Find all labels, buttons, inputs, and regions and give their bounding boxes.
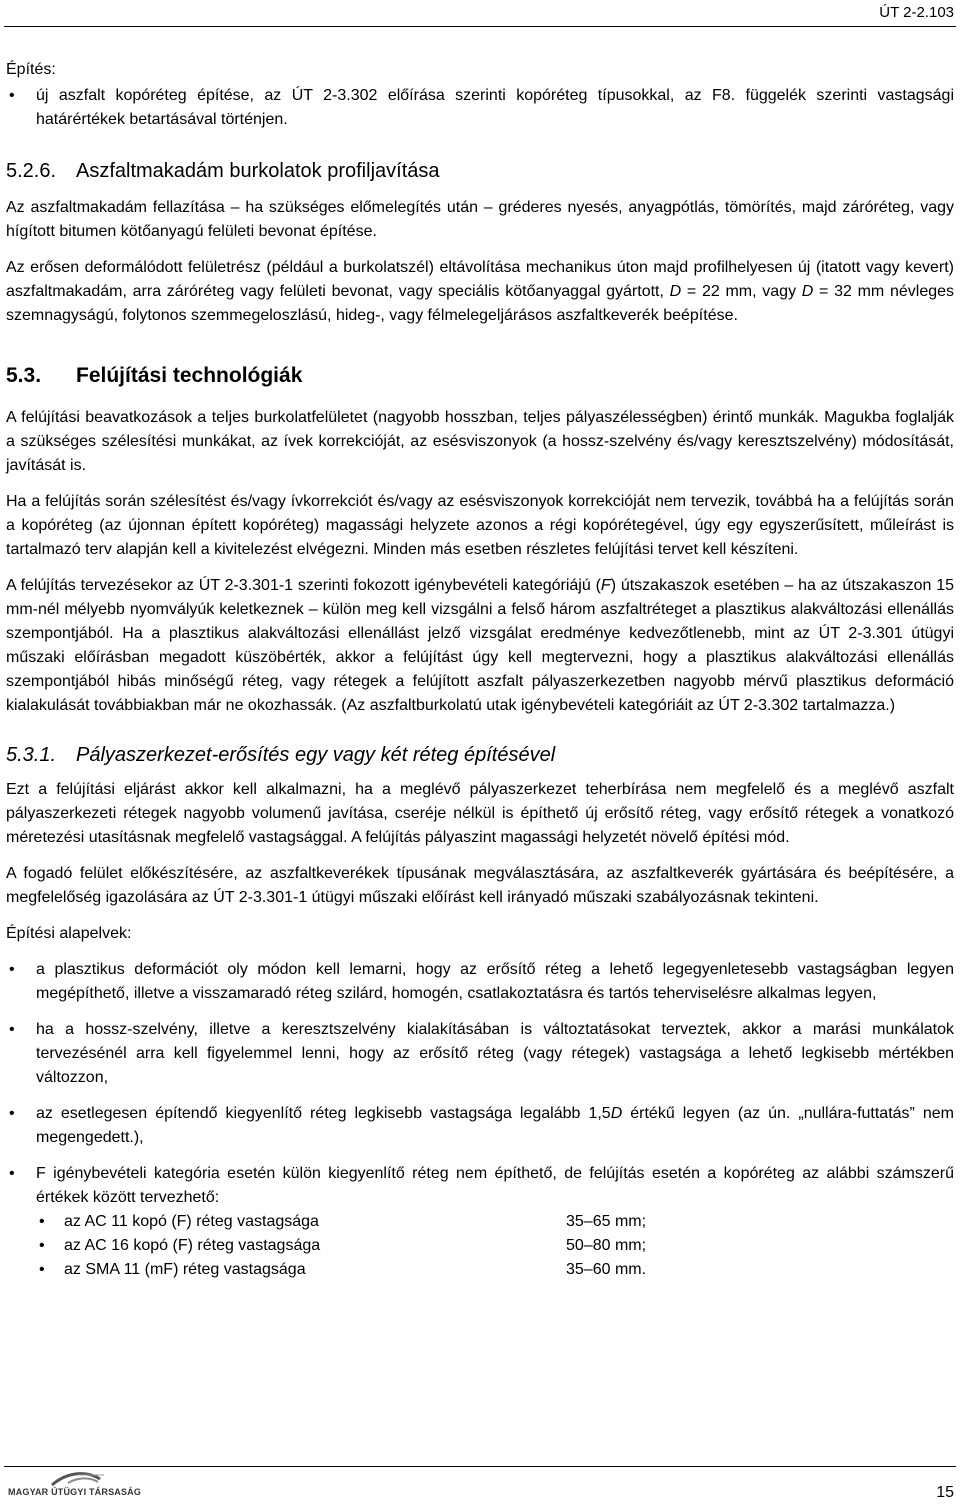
thickness-value: 50–80 mm; — [566, 1237, 647, 1254]
thickness-item — [36, 1210, 954, 1234]
header-divider — [4, 26, 956, 27]
thickness-value: 35–60 mm. — [566, 1261, 647, 1278]
document-code: ÚT 2-2.103 — [879, 4, 954, 21]
section-531-heading — [6, 742, 954, 768]
section-53-para2: Ha a felújítás során szélesítést és/vagy ívkorrekciót és/vagy az esésviszonyok korrekcióját nem tervezik, továbbá ha a felújítás során a kopóréteg (az újonnan épített kopóréteg) magassági helyzete azonos a régi kopórétegével, úgy egy egyszerűsített, műleírást is tartalmazó terv alapján kell a kivitelezést elvégezni. Minden más esetben részletes felújítási tervet kell készíteni. — [6, 493, 954, 558]
section-526-para1: Az aszfaltmakadám fellazítása – ha szükséges előmelegítés után – gréderes nyesés, anyagpótlás, tömörítés, majd záróréteg, vagy hígított bitumen kötőanyagú felületi bevonat építése. — [6, 199, 954, 240]
text-run: F igénybevételi kategória esetén külön kiegyenlítő réteg nem építhető, de felújítás esetén a kopóréteg az alábbi számszerű értékek között tervezhető: — [36, 1165, 954, 1206]
section-53-heading — [6, 362, 954, 390]
section-531-para2: A fogadó felület előkészítésére, az aszfaltkeverékek típusának megválasztására, az aszfaltkeverék gyártására és beépítésére, a megfelelőség igazolására az ÚT 2-3.301-1 útügyi műszaki előírást kell irányadó műszaki szabályozásnak tekinteni. — [6, 865, 954, 906]
section-number: 5.3.1. — [6, 744, 57, 766]
thickness-label: az SMA 11 (mF) réteg vastagsága — [64, 1261, 306, 1278]
footer-divider — [4, 1466, 956, 1467]
text-run: ) útszakaszok esetében – ha az útszakaszon 15 mm-nél mélyebb nyomvályúk keletkeznek – külön meg kell vizsgálni a felső három aszfaltréteget a plasztikus alakváltozási ellenállás szempontjából. Ha a plasztikus alakváltozási ellenállást jelző vizsgálat eredménye kedvezőtlenebb, mint az ÚT 2-3.301 útügyi műszaki előírásban megadott küszöbérték, akkor a felújítást úgy kell megtervezni, hogy a plasztikus alakváltozási ellenállás szempontjából hibás minőségű réteg, vagy rétegek a felújított aszfalt pályaszerkezetben nagyobb mérvű plasztikus deformáció kialakulását továbbiakban már ne okozhassák. (Az aszfaltburkolatú utak igénybevételi kategóriáit az ÚT 2-3.302 tartalmazza.) — [6, 577, 954, 714]
text-run: A felújítás tervezésekor az ÚT 2-3.301-1 szerinti fokozott igénybevételi kategóriájú ( — [6, 577, 601, 594]
thickness-label: az AC 16 kopó (F) réteg vastagsága — [64, 1237, 321, 1254]
intro-bullet-list — [6, 84, 954, 132]
thickness-list — [36, 1210, 954, 1282]
thickness-label: az AC 11 kopó (F) réteg vastagsága — [64, 1213, 319, 1230]
section-526-heading — [6, 158, 954, 184]
principle-item — [6, 1102, 954, 1150]
section-title: Aszfaltmakadám burkolatok profiljavítása — [76, 160, 440, 182]
section-526-para2 — [6, 256, 954, 328]
text-run: Az erősen deformálódott felületrész (például a burkolatszél) eltávolítása mechanikus úton majd profilhelyesen új (itatott vagy kevert) aszfaltmakadám, arra záróréteg vagy felületi bevonat, vagy speciális kötőanyaggal gyártott, — [6, 259, 954, 300]
symbol-f: F — [600, 577, 611, 594]
logo-swoosh-icon — [8, 1469, 188, 1489]
text-run: = 22 mm, vagy — [681, 283, 802, 300]
page-number: 15 — [936, 1484, 954, 1501]
text-run: = 32 mm névleges szemnagyságú, folytonos szemmegeloszlású, hideg-, vagy félmelegeljárásos aszfaltkeverék beépítése. — [6, 283, 955, 324]
section-53-para1: A felújítási beavatkozások a teljes burkolatfelületet (nagyobb hosszban, teljes pályaszélességben) érintő munkák. Magukba foglalják a szükséges szélesítési munkákat, az ívek korrekcióját, az esésviszonyok (a hossz-szelvény és/vagy keresztszelvény) módosítását, javítását is. — [6, 409, 954, 474]
principle-item — [6, 1162, 954, 1282]
section-531-para1: Ezt a felújítási eljárást akkor kell alkalmazni, ha a meglévő pályaszerkezet teherbírása nem megfelelő és a meglévő aszfalt pályaszerkezeti rétegek nagyobb volumenű javítása, cseréje nélkül is építhető új erősítő réteg, vagy erősítő rétegek a vonatkozó méretezési utasításnak megfelelő vastagsággal. A felújítás pályaszint magassági helyzetét növelő építési mód. — [6, 781, 954, 846]
construction-label: Építés: — [6, 61, 56, 78]
section-title: Felújítási technológiák — [76, 364, 303, 387]
principle-item: • ha a hossz-szelvény, illetve a keresztszelvény kialakításában is változtatásokat terveztek, akkor a marási munkálatok tervezésénél arra kell figyelemmel lenni, hogy az erősítő réteg (vagy rétegek) vastagsága a lehető legkisebb mértékben változzon, — [6, 1018, 954, 1090]
text-run: az esetlegesen építendő kiegyenlítő réteg legkisebb vastagsága legalább 1,5 — [36, 1105, 611, 1122]
section-53-para3 — [6, 574, 954, 718]
symbol-d: D — [669, 283, 682, 300]
principles-label: Építési alapelvek: — [6, 925, 132, 942]
symbol-d: D — [610, 1105, 623, 1122]
mut-logo — [8, 1469, 188, 1501]
section-number: 5.3. — [6, 364, 42, 387]
thickness-item — [36, 1258, 954, 1282]
section-number: 5.2.6. — [6, 160, 57, 182]
principle-item: • a plasztikus deformációt oly módon kell lemarni, hogy az erősítő réteg a lehető legegyenletesebb vastagságban legyen megépíthető, illetve a visszamaradó réteg szilárd, homogén, csatlakoztatásra és tartós teherviselésre alkalmas legyen, — [6, 958, 954, 1006]
page-content — [6, 58, 954, 1282]
thickness-item — [36, 1234, 954, 1258]
intro-bullet: • új aszfalt kopóréteg építése, az ÚT 2-3.302 előírása szerinti kopóréteg típusokkal, az F8. függelék szerinti vastagsági határértékek betartásával történjen. — [6, 84, 954, 132]
principles-list — [6, 958, 954, 1282]
text-run: értékű legyen (az ún. „nullára-futtatás” nem megengedett.), — [36, 1105, 955, 1146]
logo-text: MAGYAR ÚTÜGYI TÁRSASÁG — [8, 1487, 142, 1497]
symbol-d: D — [801, 283, 814, 300]
section-title: Pályaszerkezet-erősítés egy vagy két réteg építésével — [76, 744, 556, 766]
thickness-value: 35–65 mm; — [566, 1213, 647, 1230]
